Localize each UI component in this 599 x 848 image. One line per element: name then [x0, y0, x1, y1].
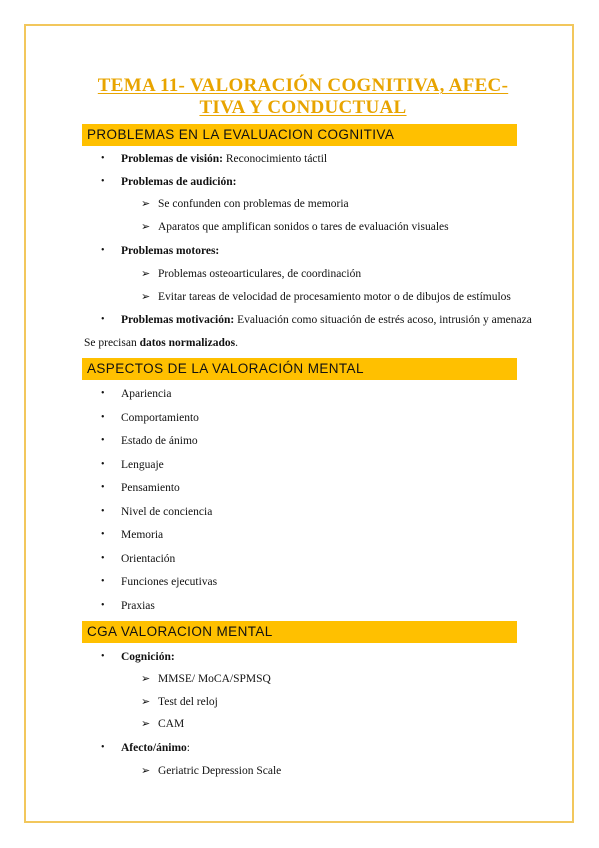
bullet-icon: •: [101, 482, 105, 493]
list-item: Nivel de conciencia: [121, 506, 213, 518]
page-title-line-1: TEMA 11- VALORACIÓN COGNITIVA, AFEC-: [97, 75, 509, 96]
bullet-icon: •: [101, 388, 105, 399]
section-heading-mental-assessment: ASPECTOS DE LA VALORACIÓN MENTAL: [82, 358, 517, 380]
page-title-line-2: TIVA Y CONDUCTUAL: [199, 97, 407, 118]
bullet-icon: •: [101, 651, 105, 662]
sub-item-cognicion-3: CAM: [158, 718, 185, 730]
bullet-icon: •: [101, 245, 105, 256]
arrow-bullet-icon: ➢: [141, 268, 151, 280]
list-item: Apariencia: [121, 388, 172, 400]
section-heading-evaluation-problems: PROBLEMAS EN LA EVALUACION COGNITIVA: [82, 124, 517, 146]
afecto-suffix: :: [186, 742, 190, 754]
bullet-icon: •: [101, 412, 105, 423]
cognicion-label: Cognición:: [121, 651, 175, 663]
arrow-bullet-icon: ➢: [141, 198, 151, 210]
arrow-bullet-icon: ➢: [141, 221, 151, 233]
arrow-bullet-icon: ➢: [141, 291, 151, 303]
list-item-afecto: [121, 741, 190, 755]
bullet-icon: •: [101, 435, 105, 446]
sub-item-motores-2: Evitar tareas de velocidad de procesamiento motor o de dibujos de estímulos: [158, 291, 511, 303]
list-item-motores: [121, 244, 219, 258]
sub-item-audicion-1: Se confunden con problemas de memoria: [158, 198, 349, 210]
motivacion-label: Problemas motivación:: [121, 314, 235, 326]
sub-item-cognicion-1: MMSE/ MoCA/SPMSQ: [158, 673, 271, 685]
bullet-icon: •: [101, 529, 105, 540]
note-prefix: Se precisan: [84, 337, 140, 349]
note-bold: datos normalizados: [139, 337, 236, 349]
list-item: Comportamiento: [121, 412, 199, 424]
motores-label: Problemas motores:: [121, 245, 220, 257]
bullet-icon: •: [101, 314, 105, 325]
motivacion-text: Evaluación como situación de estrés acoso, intrusión y amenaza: [234, 314, 532, 326]
list-item-cognicion: [121, 650, 175, 664]
bullet-icon: •: [101, 176, 105, 187]
list-item: Memoria: [121, 529, 164, 541]
bullet-icon: •: [101, 553, 105, 564]
afecto-label: Afecto/ánimo: [121, 742, 187, 754]
bullet-icon: •: [101, 459, 105, 470]
bullet-icon: •: [101, 153, 105, 164]
list-item: Orientación: [121, 553, 176, 565]
sub-item-afecto-1: Geriatric Depression Scale: [158, 765, 282, 777]
note-suffix: .: [235, 337, 238, 349]
bullet-icon: •: [101, 506, 105, 517]
list-item-vision: [121, 152, 327, 166]
list-item: Estado de ánimo: [121, 435, 198, 447]
audicion-label: Problemas de audición:: [121, 176, 237, 188]
bullet-icon: •: [101, 742, 105, 753]
arrow-bullet-icon: ➢: [141, 765, 151, 777]
list-item: Funciones ejecutivas: [121, 576, 218, 588]
vision-text: Reconocimiento táctil: [223, 153, 328, 165]
list-item: Praxias: [121, 600, 155, 612]
sub-item-audicion-2: Aparatos que amplifican sonidos o tares de evaluación visuales: [158, 221, 449, 233]
arrow-bullet-icon: ➢: [141, 696, 151, 708]
list-item-motivacion: [121, 313, 532, 327]
section-heading-cga: CGA VALORACION MENTAL: [82, 621, 517, 643]
list-item: Pensamiento: [121, 482, 180, 494]
list-item-audicion: [121, 175, 236, 189]
arrow-bullet-icon: ➢: [141, 718, 151, 730]
vision-label: Problemas de visión:: [121, 153, 224, 165]
bullet-icon: •: [101, 600, 105, 611]
normalized-data-note: [84, 336, 238, 350]
arrow-bullet-icon: ➢: [141, 673, 151, 685]
list-item: Lenguaje: [121, 459, 164, 471]
sub-item-cognicion-2: Test del reloj: [158, 696, 218, 708]
bullet-icon: •: [101, 576, 105, 587]
sub-item-motores-1: Problemas osteoarticulares, de coordinación: [158, 268, 362, 280]
